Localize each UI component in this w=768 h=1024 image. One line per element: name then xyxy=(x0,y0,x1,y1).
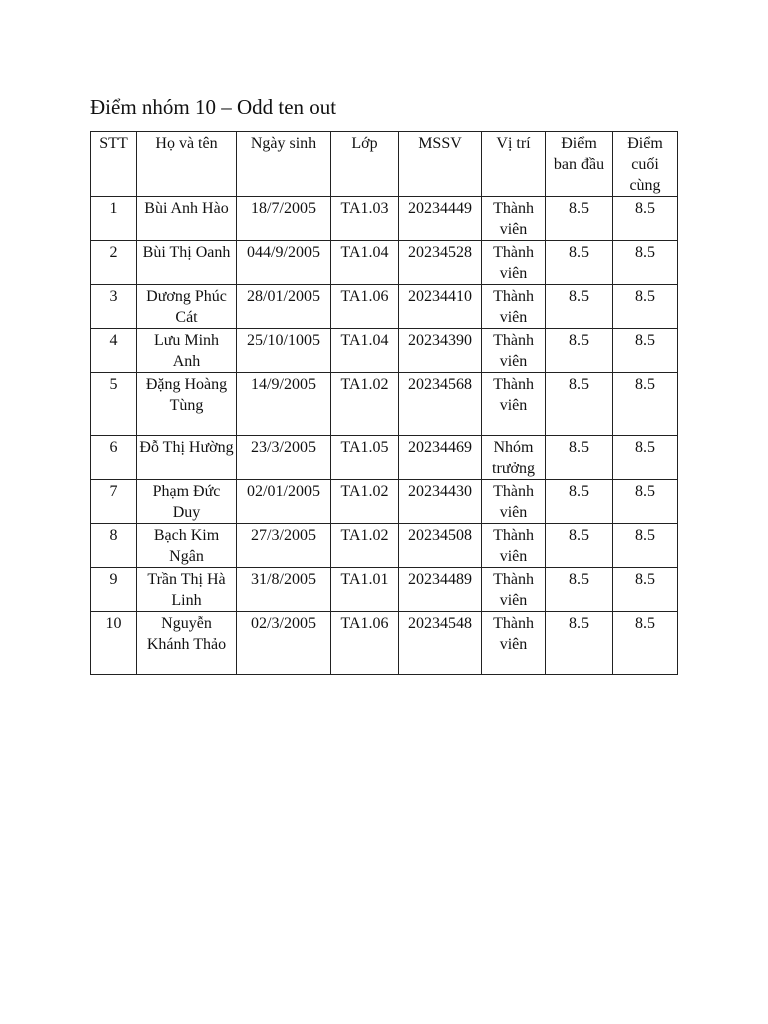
cell-dob: 23/3/2005 xyxy=(237,436,331,480)
cell-name: Trần Thị Hà Linh xyxy=(137,568,237,612)
cell-class: TA1.04 xyxy=(331,329,399,373)
cell-initial-score: 8.5 xyxy=(546,197,613,241)
cell-name: Đặng Hoàng Tùng xyxy=(137,373,237,436)
header-role: Vị trí xyxy=(482,132,546,197)
cell-class: TA1.02 xyxy=(331,480,399,524)
cell-dob: 28/01/2005 xyxy=(237,285,331,329)
cell-stt: 7 xyxy=(91,480,137,524)
cell-final-score: 8.5 xyxy=(613,241,678,285)
cell-mssv: 20234449 xyxy=(399,197,482,241)
cell-role: Nhóm trưởng xyxy=(482,436,546,480)
table-row xyxy=(91,568,678,612)
header-name: Họ và tên xyxy=(137,132,237,197)
cell-role: Thành viên xyxy=(482,373,546,436)
cell-dob: 02/01/2005 xyxy=(237,480,331,524)
cell-dob: 02/3/2005 xyxy=(237,612,331,675)
cell-initial-score: 8.5 xyxy=(546,436,613,480)
cell-name: Phạm Đức Duy xyxy=(137,480,237,524)
header-dob: Ngày sinh xyxy=(237,132,331,197)
cell-mssv: 20234508 xyxy=(399,524,482,568)
cell-final-score: 8.5 xyxy=(613,568,678,612)
cell-dob: 25/10/1005 xyxy=(237,329,331,373)
cell-class: TA1.02 xyxy=(331,524,399,568)
cell-final-score: 8.5 xyxy=(613,285,678,329)
header-class: Lớp xyxy=(331,132,399,197)
table-row xyxy=(91,285,678,329)
cell-final-score: 8.5 xyxy=(613,329,678,373)
grades-table xyxy=(90,131,678,675)
cell-role: Thành viên xyxy=(482,285,546,329)
cell-name: Lưu Minh Anh xyxy=(137,329,237,373)
cell-mssv: 20234430 xyxy=(399,480,482,524)
cell-initial-score: 8.5 xyxy=(546,373,613,436)
cell-stt: 8 xyxy=(91,524,137,568)
table-header-row xyxy=(91,132,678,197)
header-stt: STT xyxy=(91,132,137,197)
cell-name: Nguyễn Khánh Thảo xyxy=(137,612,237,675)
cell-mssv: 20234469 xyxy=(399,436,482,480)
cell-role: Thành viên xyxy=(482,480,546,524)
cell-name: Bùi Anh Hào xyxy=(137,197,237,241)
cell-role: Thành viên xyxy=(482,612,546,675)
cell-role: Thành viên xyxy=(482,524,546,568)
header-final-score: Điểm cuối cùng xyxy=(613,132,678,197)
cell-class: TA1.04 xyxy=(331,241,399,285)
cell-initial-score: 8.5 xyxy=(546,285,613,329)
table-row xyxy=(91,329,678,373)
cell-final-score: 8.5 xyxy=(613,436,678,480)
cell-dob: 18/7/2005 xyxy=(237,197,331,241)
cell-stt: 4 xyxy=(91,329,137,373)
cell-name: Bạch Kim Ngân xyxy=(137,524,237,568)
cell-mssv: 20234548 xyxy=(399,612,482,675)
cell-role: Thành viên xyxy=(482,241,546,285)
table-row xyxy=(91,197,678,241)
cell-class: TA1.03 xyxy=(331,197,399,241)
cell-stt: 1 xyxy=(91,197,137,241)
cell-stt: 2 xyxy=(91,241,137,285)
table-row xyxy=(91,241,678,285)
cell-role: Thành viên xyxy=(482,568,546,612)
cell-stt: 9 xyxy=(91,568,137,612)
cell-stt: 3 xyxy=(91,285,137,329)
cell-class: TA1.06 xyxy=(331,612,399,675)
cell-dob: 14/9/2005 xyxy=(237,373,331,436)
cell-stt: 6 xyxy=(91,436,137,480)
cell-mssv: 20234568 xyxy=(399,373,482,436)
cell-initial-score: 8.5 xyxy=(546,568,613,612)
cell-mssv: 20234528 xyxy=(399,241,482,285)
cell-class: TA1.05 xyxy=(331,436,399,480)
cell-final-score: 8.5 xyxy=(613,373,678,436)
cell-stt: 5 xyxy=(91,373,137,436)
cell-class: TA1.02 xyxy=(331,373,399,436)
cell-final-score: 8.5 xyxy=(613,480,678,524)
cell-class: TA1.06 xyxy=(331,285,399,329)
cell-initial-score: 8.5 xyxy=(546,241,613,285)
cell-role: Thành viên xyxy=(482,197,546,241)
cell-dob: 27/3/2005 xyxy=(237,524,331,568)
header-initial-score: Điểm ban đầu xyxy=(546,132,613,197)
cell-initial-score: 8.5 xyxy=(546,329,613,373)
table-row xyxy=(91,373,678,436)
cell-final-score: 8.5 xyxy=(613,612,678,675)
cell-initial-score: 8.5 xyxy=(546,480,613,524)
table-row xyxy=(91,612,678,675)
cell-class: TA1.01 xyxy=(331,568,399,612)
header-mssv: MSSV xyxy=(399,132,482,197)
cell-stt: 10 xyxy=(91,612,137,675)
table-row xyxy=(91,436,678,480)
document-title: Điểm nhóm 10 – Odd ten out xyxy=(90,95,337,119)
cell-name: Đỗ Thị Hường xyxy=(137,436,237,480)
cell-initial-score: 8.5 xyxy=(546,612,613,675)
cell-mssv: 20234390 xyxy=(399,329,482,373)
cell-mssv: 20234489 xyxy=(399,568,482,612)
cell-dob: 044/9/2005 xyxy=(237,241,331,285)
table-row xyxy=(91,480,678,524)
cell-name: Bùi Thị Oanh xyxy=(137,241,237,285)
cell-role: Thành viên xyxy=(482,329,546,373)
table-row xyxy=(91,524,678,568)
cell-mssv: 20234410 xyxy=(399,285,482,329)
cell-name: Dương Phúc Cát xyxy=(137,285,237,329)
cell-final-score: 8.5 xyxy=(613,197,678,241)
cell-dob: 31/8/2005 xyxy=(237,568,331,612)
cell-final-score: 8.5 xyxy=(613,524,678,568)
cell-initial-score: 8.5 xyxy=(546,524,613,568)
